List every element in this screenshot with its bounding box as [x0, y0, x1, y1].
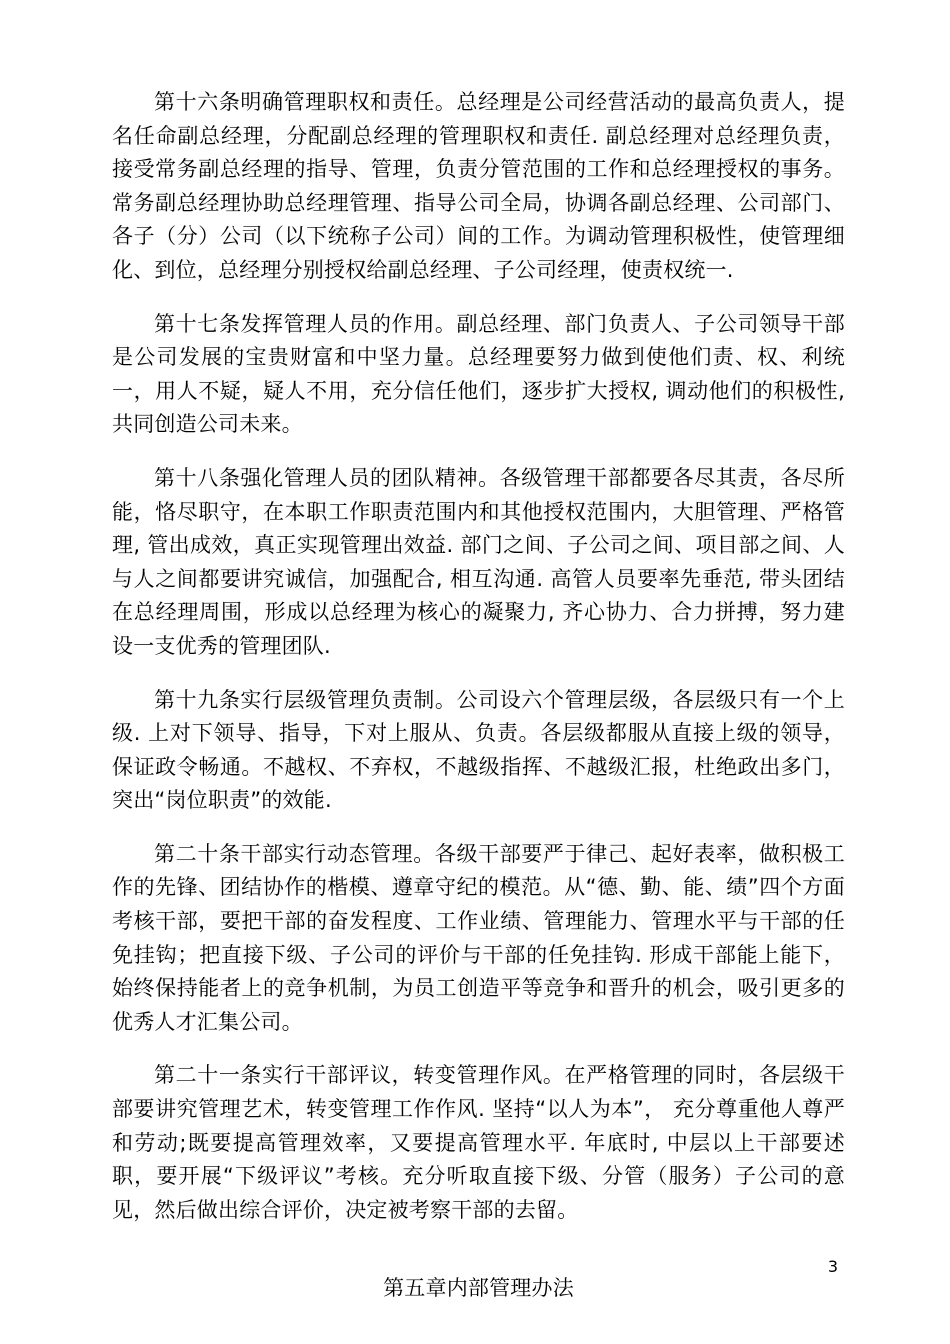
article-18-paragraph: 第十八条强化管理人员的团队精神。各级管理干部都要各尽其责，各尽所能，恪尽职守，在本职工作职责范围内和其他授权范围内，大胆管理、严格管理, 管出成效，真正实现管理出效益. 部门之间、子公司之间、项目部之间、人与人之间都要讲究诚信，加强配合, 相互沟通. 高管人员要率先垂范, 带头团结在总经理周围，形成以总经理为核心的凝聚力, 齐心协力、合力拼搏，努力建设一支优秀的管理团队. [112, 465, 845, 658]
article-19-paragraph: 第十九条实行层级管理负责制。公司设六个管理层级，各层级只有一个上级. 上对下领导、指导，下对上服从、负责。各层级都服从直接上级的领导，保证政令畅通。不越权、不弃权，不越级指挥、不越级汇报，杜绝政出多门，突出“岗位职责”的效能. [112, 687, 845, 813]
article-21-paragraph: 第二十一条实行干部评议，转变管理作风。在严格管理的同时，各层级干部要讲究管理艺术，转变管理工作作风. 坚持“以人为本”， 充分尊重他人尊严和劳动;既要提高管理效率，又要提高管理水平. 年底时, 中层以上干部要述职，要开展“下级评议”考核。充分听取直接下级、分管（服务）子公司的意见，然后做出综合评价，决定被考察干部的去留。 [112, 1063, 845, 1222]
article-16-paragraph: 第十六条明确管理职权和责任。总经理是公司经营活动的最高负责人，提名任命副总经理，分配副总经理的管理职权和责任. 副总经理对总经理负责，接受常务副总经理的指导、管理，负责分管范围的工作和总经理授权的事务。常务副总经理协助总经理管理、指导公司全局，协调各副总经理、公司部门、各子（分）公司（以下统称子公司）间的工作。为调动管理积极性，使管理细化、到位，总经理分别授权给副总经理、子公司经理，使责权统一. [112, 90, 845, 282]
article-17-paragraph: 第十七条发挥管理人员的作用。副总经理、部门负责人、子公司领导干部是公司发展的宝贵财富和中坚力量。总经理要努力做到使他们责、权、利统一，用人不疑，疑人不用，充分信任他们，逐步扩大授权, 调动他们的积极性, 共同创造公司未来。 [112, 311, 845, 437]
article-20-paragraph: 第二十条干部实行动态管理。各级干部要严于律己、起好表率，做积极工作的先锋、团结协作的楷模、遵章守纪的模范。从“德、勤、能、绩”四个方面考核干部，要把干部的奋发程度、工作业绩、管理能力、管理水平与干部的任免挂钩；把直接下级、子公司的评价与干部的任免挂钩. 形成干部能上能下，始终保持能者上的竞争机制，为员工创造平等竞争和晋升的机会，吸引更多的优秀人才汇集公司。 [112, 841, 845, 1034]
document-body [112, 86, 845, 1305]
page-number: 3 [827, 1257, 838, 1276]
chapter-title: 第五章内部管理办法 [383, 1276, 574, 1301]
